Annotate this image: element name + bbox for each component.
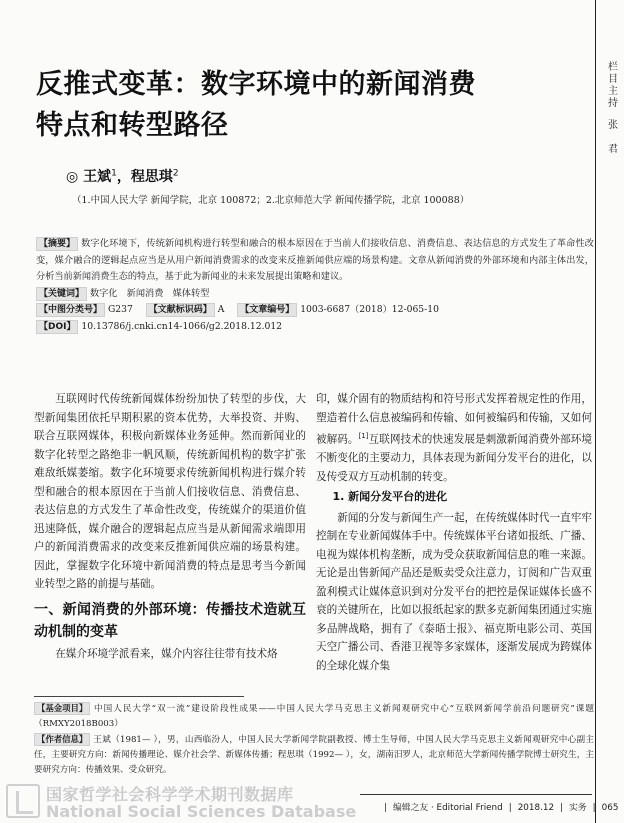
clc-label: 【中图分类号】 [36, 303, 105, 317]
body-paragraph: 在媒介环境学派看来，媒介内容往往带有技术烙 [55, 647, 278, 660]
edge-column [595, 0, 624, 823]
affiliation: （1.中国人民大学 新闻学院，北京 100872；2.北京师范大学 新闻传播学院，北京 100088） [72, 195, 470, 206]
doc-code-label: 【文献标识码】 [146, 303, 215, 317]
footnotes [34, 702, 594, 779]
issue: 2018.12 [517, 803, 555, 813]
author-note [34, 733, 594, 778]
author-line [66, 166, 179, 186]
journal-name: 编辑之友 · Editorial Friend [392, 803, 503, 813]
fund-text: 中国人民大学“双一流”建设阶段性成果——中国人民大学马克思主义新闻观研究中心“互联网新闻学前沿问题研究”课题（RMXY2018B003） [34, 704, 594, 729]
abstract [36, 236, 594, 286]
page-footer: | 编辑之友 · Editorial Friend | 2018.12 | 实务 | 065 [384, 803, 619, 813]
author-info-text: 王斌（1981— ），男，山西临汾人，中国人民大学新闻学院副教授、博士生导师，中国人民大学马克思主义新闻观研究中心副主任，主要研究方向：新闻传播理论、媒介社会学、新媒体传播；程思琪（1992— ），女，湖南汨罗人，北京师范大学新闻传播学院博士研究生，主要研究方向：传播效果、受众研究。 [34, 735, 594, 775]
section-heading-1: 一、新闻消费的外部环境：传播技术造就互动机制的变革 [34, 601, 306, 640]
database-watermark [6, 782, 357, 822]
clc-value: G237 [107, 304, 133, 315]
keywords-row [36, 286, 594, 303]
title-line-1: 反推式变革：数字环境中的新闻消费 [36, 69, 476, 100]
abstract-block [36, 236, 594, 335]
abstract-label: 【摘要】 [36, 237, 78, 251]
body-left-column [34, 390, 306, 663]
column-editor-name-1: 张 [608, 120, 618, 131]
footnote-rule [34, 696, 244, 697]
keywords: 数字化 新闻消费 媒体转型 [89, 287, 210, 299]
author-2-affil-mark: 2 [172, 168, 179, 179]
footer-rule [360, 794, 592, 795]
column-editor-name-2: 君 [608, 144, 618, 155]
body-paragraph: 互联网时代传统新闻媒体纷纷加快了转型的步伐，大型新闻集团依托早期积累的资本优势，大举投资、并购、联合互联网媒体，积极向新媒体业务延伸。然而新闻业的数字化转型之路绝非一帆风顺，传统新闻机构的数字扩张难敌纸媒萎缩。数字化环境要求传统新闻机构进行媒介转型和融合的根本原因在于当前人们接收信息、消费信息、表达信息的方式发生了革命性改变，传统媒介的渠道价值迅速降低，媒介融合的逻辑起点应当是从新闻需求端即用户的新闻消费需求的改变来反推新闻供应端的场景构建。因此，掌握数字化环境中新闻消费的特点是思考当今新闻业转型之路的前提与基础。 [34, 393, 306, 590]
section-name: 实务 [569, 803, 587, 813]
subsection-heading-1: 1. 新闻分发平台的进化 [332, 490, 448, 504]
column-editor-label: 栏 目 主 持 [608, 62, 618, 109]
watermark-en: National Social Sciences Database [46, 802, 357, 821]
abstract-text: 数字化环境下，传统新闻机构进行转型和融合的根本原因在于当前人们接收信息、消费信息、表达信息的方式发生了革命性改变，媒介融合的逻辑起点应当是从用户新闻消费需求的改变来反推新闻供应端的场景构建。文章从新闻消费的外部环境和内部主体出发，分析当前新闻消费生态的特点，基于此为新闻业的未来发展提出策略和建议。 [36, 238, 594, 282]
author-sep: ， [116, 169, 131, 185]
author-info-label: 【作者信息】 [34, 733, 90, 746]
doi-label: 【DOI】 [36, 320, 78, 334]
keywords-label: 【关键词】 [36, 287, 87, 301]
fund-note [34, 702, 594, 732]
title-line-2: 特点和转型路径 [36, 110, 229, 141]
article-title [36, 64, 596, 146]
watermark-cn: 国家哲学社会科学学术期刊数据库 [46, 785, 294, 804]
classification-row [36, 302, 594, 319]
page-number: 065 [601, 803, 619, 813]
database-logo-icon [6, 784, 40, 818]
author-marker: ◎ [66, 169, 79, 185]
fund-label: 【基金项目】 [34, 702, 90, 715]
doc-code-value: A [217, 304, 225, 315]
body-right-column [316, 390, 592, 675]
author-2: 程思琪 [130, 169, 173, 185]
body-paragraph: 印，媒介固有的物质结构和符号形式发挥着规定性的作用，塑造着什么信息被编码和传输、如何被编码和传输，又如何被解码。[1]互联网技术的快速发展是刺激新闻消费外部环境不断变化的主要动力，具体表现为新闻分发平台的进化，以及传受双方互动机制的转变。 [316, 393, 593, 483]
article-no-label: 【文章编号】 [237, 303, 297, 317]
author-1-affil-mark: 1 [111, 168, 117, 179]
article-no-value: 1003-6687（2018）12-065-10 [300, 304, 439, 315]
reference-mark: [1] [358, 432, 369, 440]
doi-row [36, 319, 594, 336]
body-paragraph: 新闻的分发与新闻生产一起，在传统媒体时代一直牢牢控制在专业新闻媒体手中。传统媒体平台诸如报纸、广播、电视为媒体机构垄断，成为受众获取新闻信息的唯一来源。无论是出售新闻产品还是贩卖受众注意力，订阅和广告双重盈利模式让媒体意识到对分发平台的把控是保证媒体长盛不衰的关键所在，比如以报纸起家的默多克新闻集团通过实施多品牌战略，拥有了《泰晤士报》、福克斯电影公司、英国天空广播公司、香港卫视等多家媒体，逐渐发展成为跨媒体的全球化媒介集 [316, 511, 592, 672]
doi-value: 10.13786/j.cnki.cn14-1066/g2.2018.12.012 [81, 320, 283, 332]
author-1: 王斌 [83, 169, 112, 185]
